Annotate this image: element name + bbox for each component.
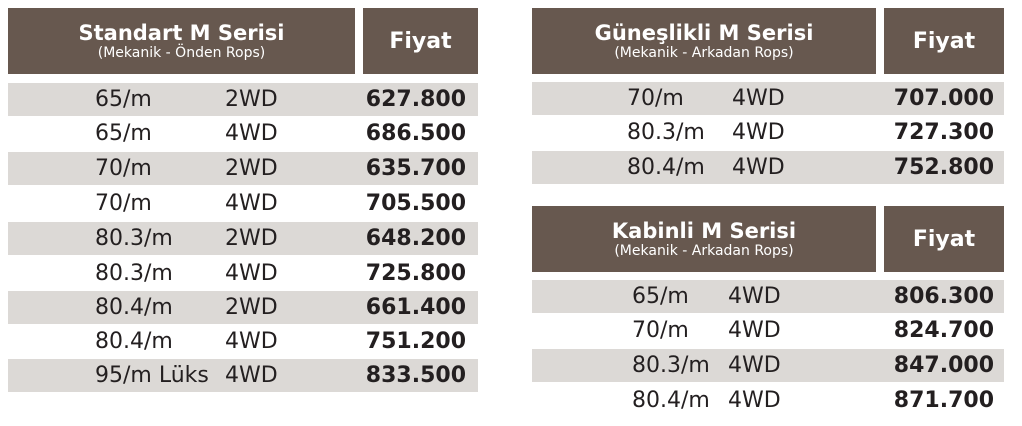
price-cell: 824.700 [893,318,994,343]
table-row [532,349,1004,382]
price-cell: 847.000 [893,353,994,378]
model-cell: 70/m [95,191,152,216]
model-cell: 80.4/m [627,155,705,180]
table-subtitle: (Mekanik - Önden Rops) [97,44,266,61]
table-title-cell [8,8,355,74]
table-row [532,82,1004,115]
drive-cell: 2WD [225,226,278,251]
drive-cell: 4WD [732,155,785,180]
model-cell: 70/m [627,86,684,111]
table-row [8,325,478,358]
price-cell: 725.800 [365,261,466,286]
table-row [8,257,478,290]
drive-cell: 4WD [225,121,278,146]
standart-m-serisi-table [8,8,478,392]
table-row [8,359,478,392]
table-row [532,280,1004,313]
drive-cell: 4WD [732,120,785,145]
table-title-cell [532,206,876,272]
drive-cell: 4WD [225,329,278,354]
drive-cell: 4WD [225,191,278,216]
table-row [532,151,1004,184]
model-cell: 65/m [632,284,689,309]
price-cell: 648.200 [365,226,466,251]
model-cell: 80.4/m [95,329,173,354]
table-row [8,117,478,150]
table-row [8,222,478,255]
drive-cell: 4WD [225,363,278,388]
kabinli-m-serisi-table [532,206,1004,418]
table-title-cell [532,8,876,74]
price-header: Fiyat [363,8,478,74]
price-cell: 686.500 [365,121,466,146]
table-subtitle: (Mekanik - Arkadan Rops) [614,44,794,61]
model-cell: 80.3/m [95,261,173,286]
model-cell: 80.3/m [95,226,173,251]
model-cell: 80.3/m [632,353,710,378]
price-header: Fiyat [884,8,1004,74]
price-cell: 635.700 [365,156,466,181]
price-cell: 727.300 [893,120,994,145]
table-row [8,291,478,324]
price-cell: 707.000 [893,86,994,111]
drive-cell: 4WD [225,261,278,286]
price-cell: 871.700 [893,388,994,413]
table-title: Standart M Serisi [78,20,285,45]
drive-cell: 2WD [225,87,278,112]
model-cell: 70/m [632,318,689,343]
price-cell: 705.500 [365,191,466,216]
model-cell: 80.4/m [95,295,173,320]
model-cell: 70/m [95,156,152,181]
drive-cell: 4WD [728,284,781,309]
table-row [532,116,1004,149]
table-title: Güneşlikli M Serisi [594,20,814,45]
drive-cell: 4WD [728,353,781,378]
drive-cell: 4WD [732,86,785,111]
drive-cell: 2WD [225,156,278,181]
price-cell: 661.400 [365,295,466,320]
table-row [8,187,478,220]
drive-cell: 4WD [728,388,781,413]
price-cell: 833.500 [365,363,466,388]
guneslikli-m-serisi-table [532,8,1004,184]
drive-cell: 4WD [728,318,781,343]
price-cell: 751.200 [365,329,466,354]
model-cell: 65/m [95,87,152,112]
model-cell: 80.4/m [632,388,710,413]
table-row [8,83,478,116]
table-subtitle: (Mekanik - Arkadan Rops) [614,242,794,259]
table-row [532,384,1004,417]
model-cell: 80.3/m [627,120,705,145]
model-cell: 65/m [95,121,152,146]
table-row [532,314,1004,347]
table-row [8,152,478,185]
price-cell: 752.800 [893,155,994,180]
drive-cell: 2WD [225,295,278,320]
price-cell: 627.800 [365,87,466,112]
table-title: Kabinli M Serisi [611,218,797,243]
price-cell: 806.300 [893,284,994,309]
model-cell: 95/m Lüks [95,363,209,388]
price-header: Fiyat [884,206,1004,272]
